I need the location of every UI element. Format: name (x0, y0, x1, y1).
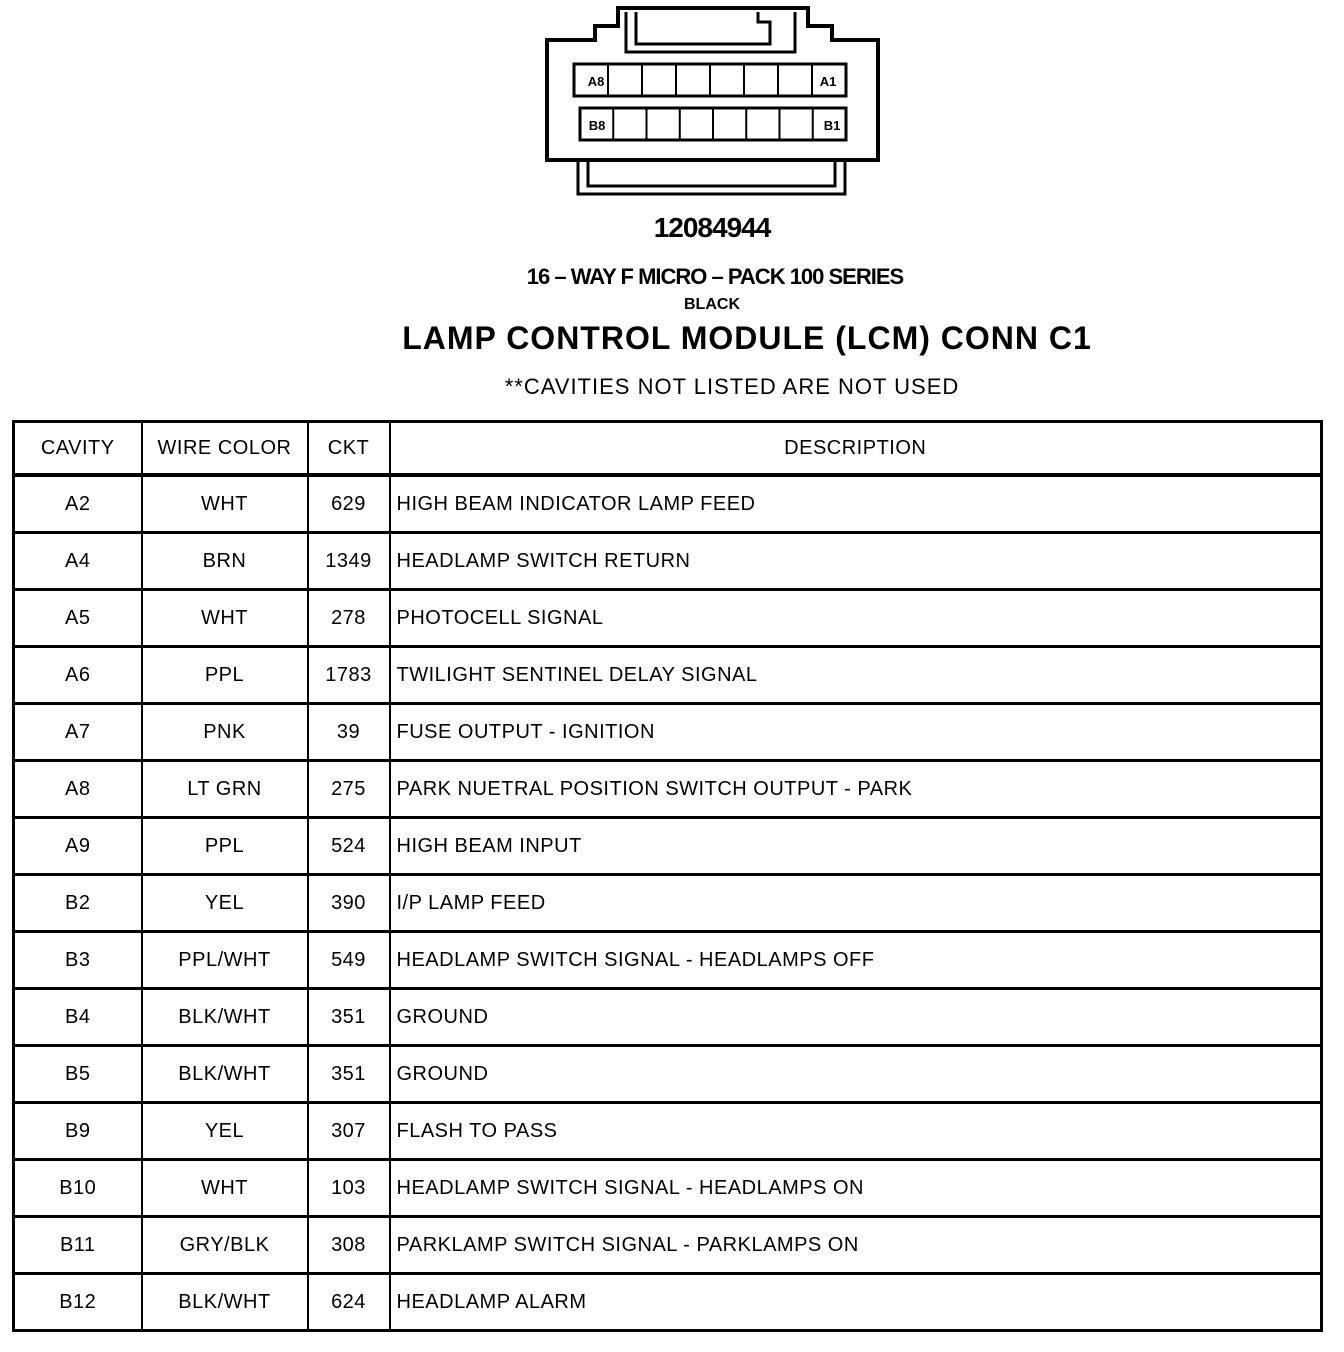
cavity-cell: A2 (14, 475, 142, 533)
table-row (14, 590, 1322, 647)
table-row (14, 704, 1322, 761)
ckt-cell: 308 (308, 1217, 390, 1274)
cavity-cell: B10 (14, 1160, 142, 1217)
cavity-cell: B4 (14, 989, 142, 1046)
row-a-right-label: A1 (819, 74, 837, 89)
description-cell: HEADLAMP SWITCH RETURN (390, 533, 1322, 590)
cavity-cell: A9 (14, 818, 142, 875)
wire-color-cell: PNK (142, 704, 308, 761)
cavity-cell: B2 (14, 875, 142, 932)
wire-color-cell: WHT (142, 475, 308, 533)
ckt-cell: 1783 (308, 647, 390, 704)
table-row (14, 1160, 1322, 1217)
row-a-left-label: A8 (587, 74, 605, 89)
wire-color-cell: YEL (142, 875, 308, 932)
table-row (14, 1274, 1322, 1331)
description-cell: FUSE OUTPUT - IGNITION (390, 704, 1322, 761)
ckt-cell: 629 (308, 475, 390, 533)
wire-color-cell: BLK/WHT (142, 989, 308, 1046)
ckt-cell: 351 (308, 1046, 390, 1103)
connector-series: 16 – WAY F MICRO – PACK 100 SERIES (526, 264, 904, 289)
wire-color-cell: PPL/WHT (142, 932, 308, 989)
cavity-cell: B3 (14, 932, 142, 989)
header-cavity: CAVITY (14, 422, 142, 476)
ckt-cell: 351 (308, 989, 390, 1046)
wire-color-cell: LT GRN (142, 761, 308, 818)
description-cell: GROUND (390, 989, 1322, 1046)
cavity-cell: B12 (14, 1274, 142, 1331)
description-cell: I/P LAMP FEED (390, 875, 1322, 932)
table-row (14, 875, 1322, 932)
ckt-cell: 624 (308, 1274, 390, 1331)
ckt-cell: 39 (308, 704, 390, 761)
description-cell: HEADLAMP ALARM (390, 1274, 1322, 1331)
header-description: DESCRIPTION (390, 422, 1322, 476)
wire-color-cell: GRY/BLK (142, 1217, 308, 1274)
wire-color-cell: WHT (142, 590, 308, 647)
wire-color-cell: PPL (142, 647, 308, 704)
cavity-cell: B9 (14, 1103, 142, 1160)
table-row (14, 761, 1322, 818)
description-cell: HEADLAMP SWITCH SIGNAL - HEADLAMPS OFF (390, 932, 1322, 989)
unused-cavities-note: **CAVITIES NOT LISTED ARE NOT USED (504, 374, 960, 399)
description-cell: PARKLAMP SWITCH SIGNAL - PARKLAMPS ON (390, 1217, 1322, 1274)
description-cell: TWILIGHT SENTINEL DELAY SIGNAL (390, 647, 1322, 704)
ckt-cell: 1349 (308, 533, 390, 590)
table-row (14, 989, 1322, 1046)
description-cell: FLASH TO PASS (390, 1103, 1322, 1160)
description-cell: PARK NUETRAL POSITION SWITCH OUTPUT - PARK (390, 761, 1322, 818)
cavity-cell: A5 (14, 590, 142, 647)
wire-color-cell: PPL (142, 818, 308, 875)
row-b-left-label: B8 (588, 118, 606, 133)
ckt-cell: 103 (308, 1160, 390, 1217)
wire-color-cell: WHT (142, 1160, 308, 1217)
connector-face-diagram (540, 0, 890, 200)
ckt-cell: 275 (308, 761, 390, 818)
table-row (14, 818, 1322, 875)
cavity-cell: A4 (14, 533, 142, 590)
header-wire-color: WIRE COLOR (142, 422, 308, 476)
cavity-cell: A8 (14, 761, 142, 818)
description-cell: HEADLAMP SWITCH SIGNAL - HEADLAMPS ON (390, 1160, 1322, 1217)
header-ckt: CKT (308, 422, 390, 476)
table-row (14, 533, 1322, 590)
pinout-table (12, 420, 1323, 1332)
part-number: 12084944 (653, 212, 771, 243)
table-row (14, 1103, 1322, 1160)
module-title: LAMP CONTROL MODULE (LCM) CONN C1 (402, 320, 1092, 356)
table-row (14, 475, 1322, 533)
description-cell: HIGH BEAM INDICATOR LAMP FEED (390, 475, 1322, 533)
table-row (14, 647, 1322, 704)
wire-color-cell: BRN (142, 533, 308, 590)
ckt-cell: 390 (308, 875, 390, 932)
ckt-cell: 549 (308, 932, 390, 989)
wire-color-cell: YEL (142, 1103, 308, 1160)
row-b-right-label: B1 (823, 118, 841, 133)
wire-color-cell: BLK/WHT (142, 1046, 308, 1103)
connector-color: BLACK (684, 296, 740, 313)
cavity-cell: B11 (14, 1217, 142, 1274)
cavity-cell: A7 (14, 704, 142, 761)
table-row (14, 932, 1322, 989)
description-cell: PHOTOCELL SIGNAL (390, 590, 1322, 647)
table-row (14, 1046, 1322, 1103)
cavity-cell: B5 (14, 1046, 142, 1103)
ckt-cell: 278 (308, 590, 390, 647)
cavity-cell: A6 (14, 647, 142, 704)
wire-color-cell: BLK/WHT (142, 1274, 308, 1331)
description-cell: HIGH BEAM INPUT (390, 818, 1322, 875)
ckt-cell: 524 (308, 818, 390, 875)
table-header-row (14, 422, 1322, 476)
description-cell: GROUND (390, 1046, 1322, 1103)
table-row (14, 1217, 1322, 1274)
ckt-cell: 307 (308, 1103, 390, 1160)
